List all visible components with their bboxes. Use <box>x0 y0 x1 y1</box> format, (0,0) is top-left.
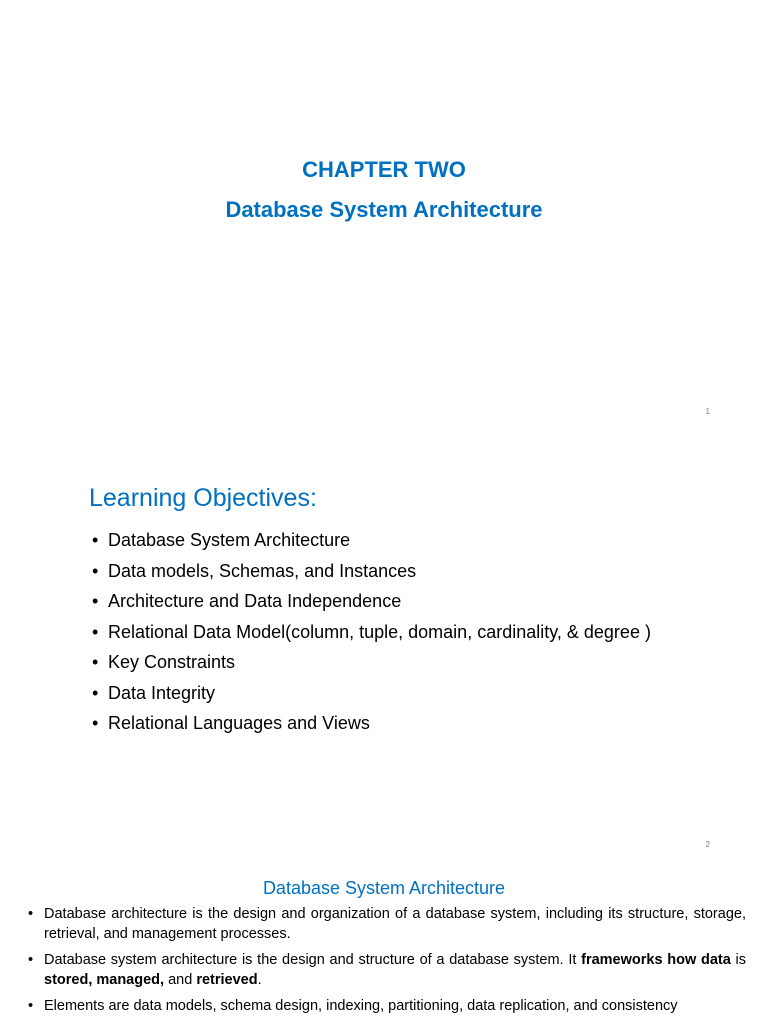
bullet-text-part: . <box>257 972 262 988</box>
title-slide <box>0 0 768 432</box>
objective-text: Database System Architecture <box>108 530 351 550</box>
chapter-subtitle: Database System Architecture <box>225 197 543 222</box>
bold-text: stored, managed, <box>44 972 165 988</box>
bullet-icon: • <box>92 682 99 703</box>
bullet-icon: • <box>92 621 99 642</box>
objective-text: Relational Languages and Views <box>108 713 370 733</box>
list-item <box>92 647 651 678</box>
architecture-slide <box>0 864 768 1024</box>
bullet-text-part: and <box>164 972 197 988</box>
list-item <box>28 996 746 1016</box>
bullet-text: Database architecture is the design and organization of a database system, including its structure, storage, retrieval, and management processes. <box>44 906 746 942</box>
bullet-icon: • <box>92 591 99 611</box>
list-item <box>28 950 746 990</box>
chapter-title: CHAPTER TWO <box>302 157 466 182</box>
list-item <box>92 678 651 709</box>
list-item <box>92 586 651 617</box>
objective-text: Data models, Schemas, and Instances <box>108 560 417 581</box>
list-item <box>92 617 651 648</box>
list-item <box>92 708 651 739</box>
section-heading: Database System Architecture <box>262 878 506 898</box>
page-number: 2 <box>705 840 710 849</box>
bold-text: retrieved <box>196 972 258 988</box>
bullet-text-part: is <box>730 952 747 968</box>
bold-text: frameworks how data <box>581 952 731 968</box>
list-item <box>92 556 651 587</box>
list-item <box>92 525 651 556</box>
objectives-slide <box>0 432 768 864</box>
objective-text: Architecture and Data Independence <box>108 591 402 611</box>
list-item <box>28 904 746 944</box>
page-number: 1 <box>705 407 710 416</box>
objectives-heading: Learning Objectives: <box>89 484 317 512</box>
bullet-icon: • <box>92 560 99 581</box>
objective-text: Key Constraints <box>108 652 236 672</box>
objectives-list <box>92 525 651 739</box>
bullet-icon: • <box>92 652 99 672</box>
bullet-icon: • <box>28 952 34 968</box>
architecture-list <box>28 904 746 1022</box>
objective-text: Relational Data Model(column, tuple, domain, cardinality, & degree ) <box>108 621 651 642</box>
bullet-icon: • <box>92 713 99 733</box>
bullet-icon: • <box>28 906 34 922</box>
bullet-text-part: Database system architecture is the design and structure of a database system. It <box>44 952 582 968</box>
bullet-text: Elements are data models, schema design, indexing, partitioning, data replication, and consistency <box>44 998 678 1014</box>
bullet-icon: • <box>92 530 99 550</box>
objective-text: Data Integrity <box>108 682 216 703</box>
bullet-icon: • <box>28 998 34 1014</box>
